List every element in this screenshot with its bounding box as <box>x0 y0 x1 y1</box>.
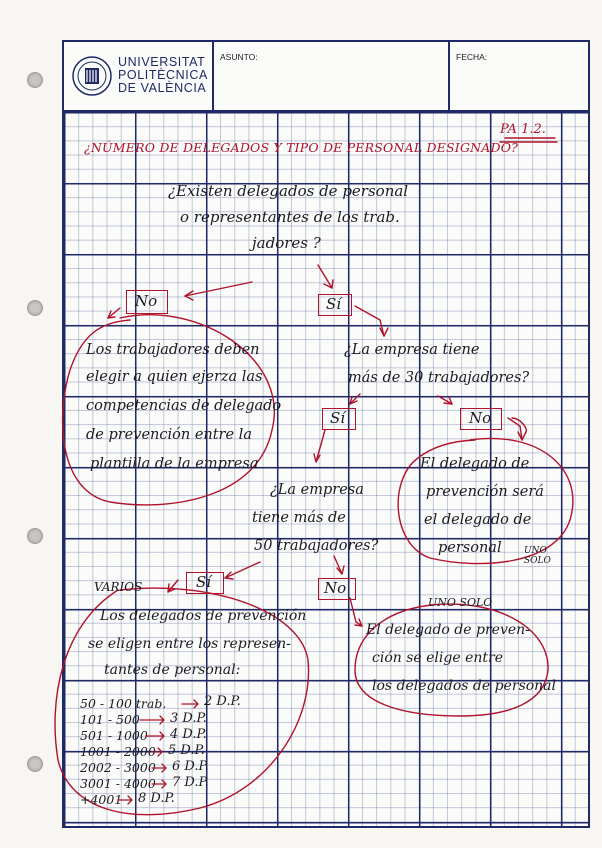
uno-solo-note: UNO SOLO <box>524 546 551 566</box>
table-range: 101 - 500 <box>80 712 140 727</box>
si-50-text-line: se eligen entre los represen- <box>88 636 291 652</box>
no-30-text-line: el delegado de <box>424 512 532 528</box>
no-text-line: de prevención entre la <box>86 427 252 443</box>
question-1-line: jadores ? <box>252 234 321 252</box>
question-1-line: o representantes de los trab. <box>180 208 400 226</box>
no-50-text-line: El delegado de preven- <box>366 622 530 638</box>
page-tag: PA 1.2. <box>500 122 546 137</box>
no-30-text-line: El delegado de <box>420 456 530 472</box>
table-range: 2002 - 3000 <box>80 760 156 775</box>
university-line: UNIVERSITAT <box>118 55 206 69</box>
table-value: 4 D.P. <box>170 727 207 742</box>
si-label: Sí <box>196 573 212 591</box>
question-3-line: tiene más de <box>252 510 346 526</box>
si-50-text-line: Los delegados de prevención <box>100 608 307 624</box>
table-value: 7 D.P. <box>172 775 209 790</box>
si-label: Sí <box>330 409 346 427</box>
no-label: No <box>469 409 492 427</box>
page-title: ¿NÚMERO DE DELEGADOS Y TIPO DE PERSONAL DESIGNADO? <box>84 140 519 155</box>
table-value: 2 D.P. <box>204 694 241 709</box>
table-range: 50 - 100 trab. <box>80 696 167 711</box>
no-text-line: plantilla de la empresa <box>90 456 259 472</box>
uno-solo-note: UNO SOLO <box>428 596 493 609</box>
no-text-line: Los trabajadores deben <box>86 342 260 358</box>
table-value: 8 D.P. <box>138 791 175 806</box>
si-label: Sí <box>326 295 342 313</box>
question-2-line: ¿La empresa tiene <box>344 342 480 358</box>
no-label: No <box>324 579 347 597</box>
varios-note: VARIOS <box>94 580 143 594</box>
table-value: 6 D.P. <box>172 759 209 774</box>
table-range: +4001 <box>80 792 123 807</box>
no-50-text-line: los delegados de personal <box>372 678 556 694</box>
question-1-line: ¿Existen delegados de personal <box>168 182 409 200</box>
university-line: DE VALÈNCIA <box>118 81 207 95</box>
asunto-label: ASUNTO: <box>220 52 258 62</box>
question-3-line: 50 trabajadores? <box>254 538 379 554</box>
table-range: 3001 - 4000 <box>80 776 156 791</box>
table-range: 501 - 1000 <box>80 728 148 743</box>
fecha-label: FECHA: <box>456 52 488 62</box>
university-line: POLITÈCNICA <box>118 68 208 82</box>
no-30-text-line: personal <box>438 540 502 556</box>
table-range: 1001 - 2000 <box>80 744 156 759</box>
no-50-text-line: ción se elige entre <box>372 650 503 666</box>
table-value: 3 D.P. <box>170 711 207 726</box>
no-text-line: competencias de delegado <box>86 398 282 414</box>
no-30-text-line: prevención será <box>426 484 544 500</box>
question-3-line: ¿La empresa <box>270 482 364 498</box>
si-50-text-line: tantes de personal: <box>104 662 241 678</box>
table-value: 5 D.P. <box>168 743 205 758</box>
no-text-line: elegir a quien ejerza las <box>86 369 263 385</box>
no-label: No <box>135 292 158 310</box>
question-2-line: más de 30 trabajadores? <box>348 370 530 386</box>
